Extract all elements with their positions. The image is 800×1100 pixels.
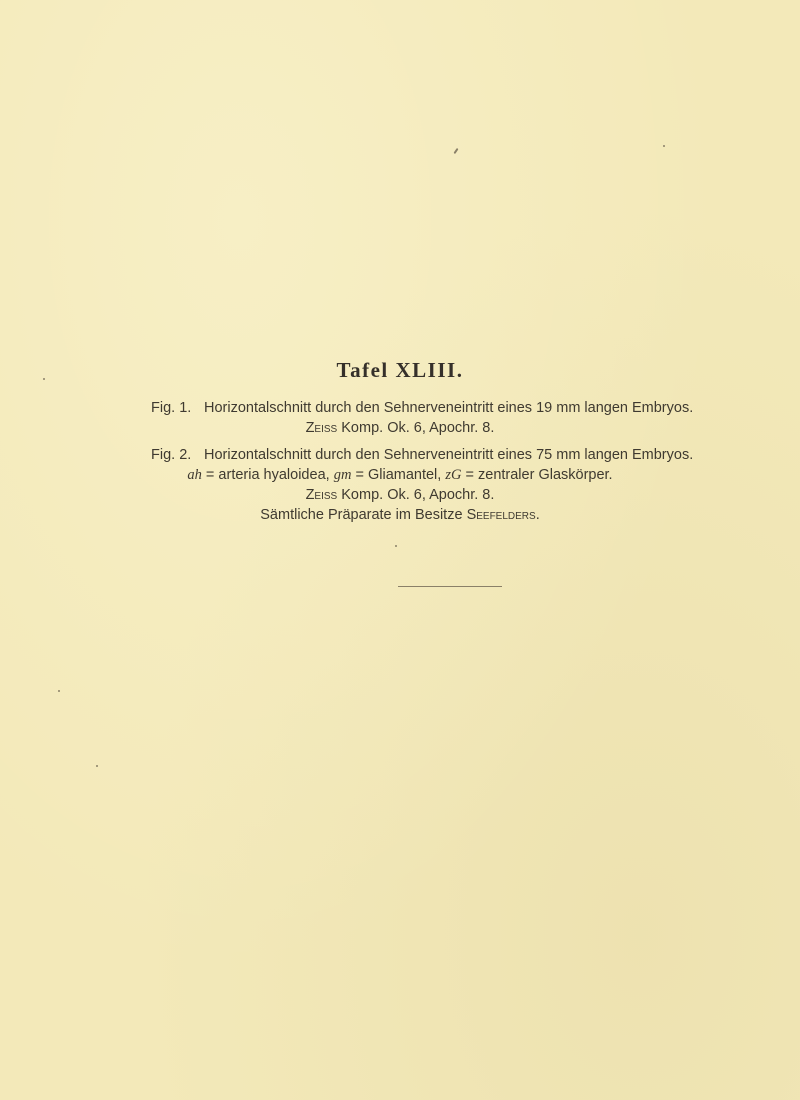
figure-2-optics-maker: Zeiss	[305, 487, 338, 503]
figure-1-optics-maker: Zeiss	[305, 420, 338, 436]
paper-speck	[663, 145, 665, 147]
figure-1-optics	[0, 418, 800, 438]
legend-meaning-zg: zentraler Glaskörper.	[478, 467, 613, 483]
paper-speck	[58, 690, 60, 692]
plate-title: Tafel XLIII.	[336, 358, 464, 382]
figure-2-legend	[0, 465, 800, 485]
legend-eq-gm: =	[351, 467, 368, 483]
paper-speck	[395, 545, 397, 547]
figure-2-optics-rest: Komp. Ok. 6, Apochr. 8.	[337, 487, 495, 503]
paper-speck	[96, 765, 98, 767]
legend-meaning-ah: arteria hyaloidea,	[218, 467, 330, 483]
figure-1-text: Horizontalschnitt durch den Sehnerveneintritt eines 19 mm langen Embryos.	[204, 400, 694, 416]
collection-note	[0, 505, 800, 525]
figure-2-text: Horizontalschnitt durch den Sehnerveneintritt eines 75 mm langen Embryos.	[204, 447, 694, 463]
legend-abbr-ah: ah	[187, 467, 202, 483]
legend-eq-zg: =	[461, 467, 478, 483]
legend-eq-ah: =	[201, 467, 219, 483]
legend-abbr-zg: zG	[445, 467, 462, 483]
legend-meaning-gm: Gliamantel,	[367, 467, 442, 483]
figure-2-optics	[0, 485, 800, 505]
legend-abbr-gm: gm	[333, 467, 352, 483]
figure-1-label: Fig. 1.	[151, 400, 192, 416]
paper-speck	[453, 148, 458, 154]
figure-1-optics-rest: Komp. Ok. 6, Apochr. 8.	[337, 420, 495, 436]
divider-rule	[398, 586, 502, 587]
collection-note-owner: Seefelders.	[466, 507, 540, 523]
figure-2-label: Fig. 2.	[151, 447, 192, 463]
collection-note-prefix: Sämtliche Präparate im Besitze	[260, 507, 467, 523]
paper-speck	[43, 378, 45, 380]
